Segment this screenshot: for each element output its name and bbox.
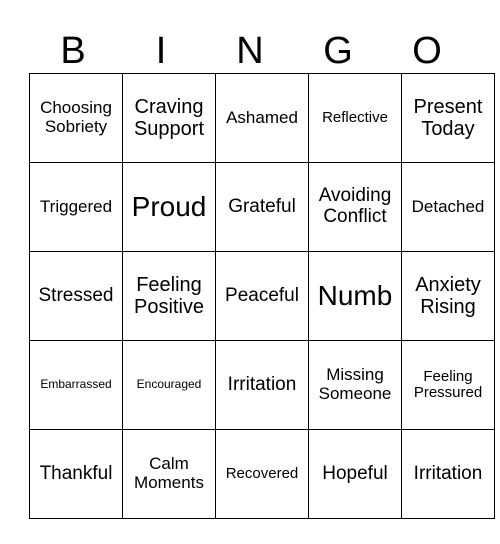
- bingo-cell[interactable]: Triggered: [30, 163, 123, 252]
- bingo-cell[interactable]: Thankful: [30, 430, 123, 519]
- grid-row: [30, 74, 495, 163]
- header-letter-g: G: [323, 30, 353, 72]
- bingo-cell[interactable]: Present Today: [402, 74, 495, 163]
- header-letter-b: B: [60, 30, 86, 72]
- grid-row: [30, 252, 495, 341]
- header-letter-i: I: [155, 30, 167, 72]
- header-letter-n: N: [236, 30, 264, 72]
- bingo-cell[interactable]: Hopeful: [309, 430, 402, 519]
- bingo-cell[interactable]: Irritation: [216, 341, 309, 430]
- bingo-cell[interactable]: Grateful: [216, 163, 309, 252]
- bingo-cell[interactable]: Craving Support: [123, 74, 216, 163]
- grid-row: [30, 341, 495, 430]
- bingo-cell[interactable]: Proud: [123, 163, 216, 252]
- bingo-card-grid: [29, 73, 495, 519]
- bingo-cell[interactable]: Peaceful: [216, 252, 309, 341]
- bingo-cell[interactable]: Missing Someone: [309, 341, 402, 430]
- bingo-cell[interactable]: Feeling Positive: [123, 252, 216, 341]
- bingo-cell[interactable]: Anxiety Rising: [402, 252, 495, 341]
- bingo-cell[interactable]: Numb: [309, 252, 402, 341]
- bingo-cell[interactable]: Encouraged: [123, 341, 216, 430]
- grid-row: [30, 163, 495, 252]
- header-letter-o: O: [412, 30, 442, 72]
- bingo-cell[interactable]: Detached: [402, 163, 495, 252]
- bingo-cell[interactable]: Avoiding Conflict: [309, 163, 402, 252]
- bingo-header: [29, 28, 471, 74]
- bingo-cell[interactable]: Recovered: [216, 430, 309, 519]
- grid-row: [30, 430, 495, 519]
- bingo-cell[interactable]: Choosing Sobriety: [30, 74, 123, 163]
- bingo-cell[interactable]: Embarrassed: [30, 341, 123, 430]
- bingo-cell[interactable]: Stressed: [30, 252, 123, 341]
- bingo-cell[interactable]: Reflective: [309, 74, 402, 163]
- bingo-cell[interactable]: Irritation: [402, 430, 495, 519]
- bingo-cell[interactable]: Calm Moments: [123, 430, 216, 519]
- bingo-cell[interactable]: Ashamed: [216, 74, 309, 163]
- bingo-cell[interactable]: Feeling Pressured: [402, 341, 495, 430]
